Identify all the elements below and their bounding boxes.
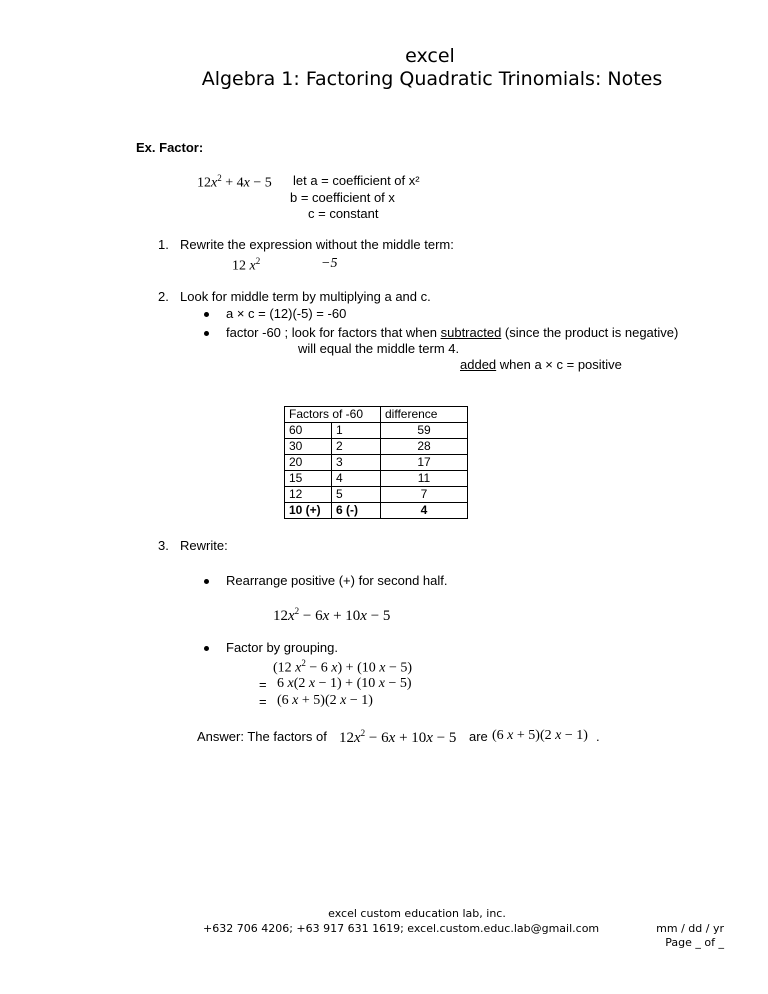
bullet-icon: [204, 331, 209, 336]
table-cell: 1: [332, 423, 381, 439]
answer-result: (6 x + 5)(2 x − 1): [492, 728, 588, 743]
definition-b: b = coefficient of x: [290, 190, 395, 205]
example-label: Ex. Factor:: [136, 140, 204, 155]
bullet-icon: [204, 579, 209, 584]
footer-date: mm / dd / yr: [656, 922, 724, 935]
step2-bullet1: a × c = (12)(-5) = -60: [226, 306, 347, 321]
table-header-factors: Factors of -60: [285, 407, 381, 423]
table-row: [285, 487, 468, 503]
table-cell: 59: [381, 423, 468, 439]
table-cell: 30: [285, 439, 332, 455]
factors-table: [284, 406, 468, 519]
step2-bullet2-line2: will equal the middle term 4.: [298, 341, 460, 356]
step2-added-note: [460, 357, 622, 372]
added-text-post: when a × c = positive: [496, 357, 622, 372]
step1-expression-right: −5: [321, 256, 338, 271]
bullet2-text-post: (since the product is negative): [501, 325, 679, 340]
table-row: [285, 455, 468, 471]
table-cell: 17: [381, 455, 468, 471]
table-cell: 11: [381, 471, 468, 487]
answer-expression: $12x^2 - 6x + 10x - 5$: [339, 728, 457, 746]
step3-bullet2: Factor by grouping.: [226, 640, 339, 655]
step2-text: Look for middle term by multiplying a and c.: [180, 289, 431, 304]
bullet2-underlined: subtracted: [440, 325, 502, 340]
example-expression: $12x^2 + 4x - 5$: [197, 173, 272, 191]
step1-text: Rewrite the expression without the middle term:: [180, 237, 454, 252]
bullet2-text-pre: factor -60 ; look for factors that when: [226, 325, 441, 340]
page-title: Algebra 1: Factoring Quadratic Trinomials: Notes: [201, 68, 663, 90]
table-cell: 2: [332, 439, 381, 455]
step3-text: Rewrite:: [180, 538, 228, 553]
added-underlined: added: [460, 357, 497, 372]
table-row: [285, 471, 468, 487]
footer-contact: +632 706 4206; +63 917 631 1619; excel.custom.educ.lab@gmail.com: [203, 922, 600, 935]
step3-expression: $12x^2 - 6x + 10x - 5$: [273, 606, 391, 624]
table-row: [285, 439, 468, 455]
grouping-line2: 6 x(2 x − 1) + (10 x − 5): [277, 676, 412, 691]
definition-c: c = constant: [308, 206, 379, 221]
step3-bullet1: Rearrange positive (+) for second half.: [226, 573, 448, 588]
table-cell: 4: [332, 471, 381, 487]
table-row-answer: [285, 503, 468, 519]
step1-expression-left: 12 $x^2$: [232, 256, 261, 274]
table-header-difference: difference: [381, 407, 468, 423]
table-header-row: [285, 407, 468, 423]
table-cell: 15: [285, 471, 332, 487]
table-cell: 10 (+): [285, 503, 332, 519]
table-cell: 60: [285, 423, 332, 439]
step1-number: 1.: [158, 237, 169, 252]
step2-number: 2.: [158, 289, 169, 304]
footer-page: Page _ of _: [665, 936, 724, 949]
table-cell: 4: [381, 503, 468, 519]
footer-company: excel custom education lab, inc.: [328, 907, 506, 920]
answer-label: Answer: The factors of: [197, 729, 327, 744]
bullet-icon: [204, 646, 209, 651]
table-cell: 20: [285, 455, 332, 471]
definition-a: let a = coefficient of x²: [293, 173, 420, 188]
doc-brand: excel: [405, 45, 455, 67]
step2-bullet2: [226, 325, 678, 340]
answer-period: .: [596, 729, 600, 744]
grouping-line1: (12 $x^2 - 6$ x) + (10 x − 5): [273, 658, 413, 676]
table-row: [285, 423, 468, 439]
table-cell: 6 (-): [332, 503, 381, 519]
table-cell: 12: [285, 487, 332, 503]
grouping-eq2: =: [259, 694, 267, 709]
table-cell: 3: [332, 455, 381, 471]
table-cell: 7: [381, 487, 468, 503]
bullet-icon: [204, 312, 209, 317]
step3-number: 3.: [158, 538, 169, 553]
table-cell: 28: [381, 439, 468, 455]
answer-are: are: [469, 729, 488, 744]
grouping-line3: (6 x + 5)(2 x − 1): [277, 693, 373, 708]
table-cell: 5: [332, 487, 381, 503]
grouping-eq1: =: [259, 677, 267, 692]
